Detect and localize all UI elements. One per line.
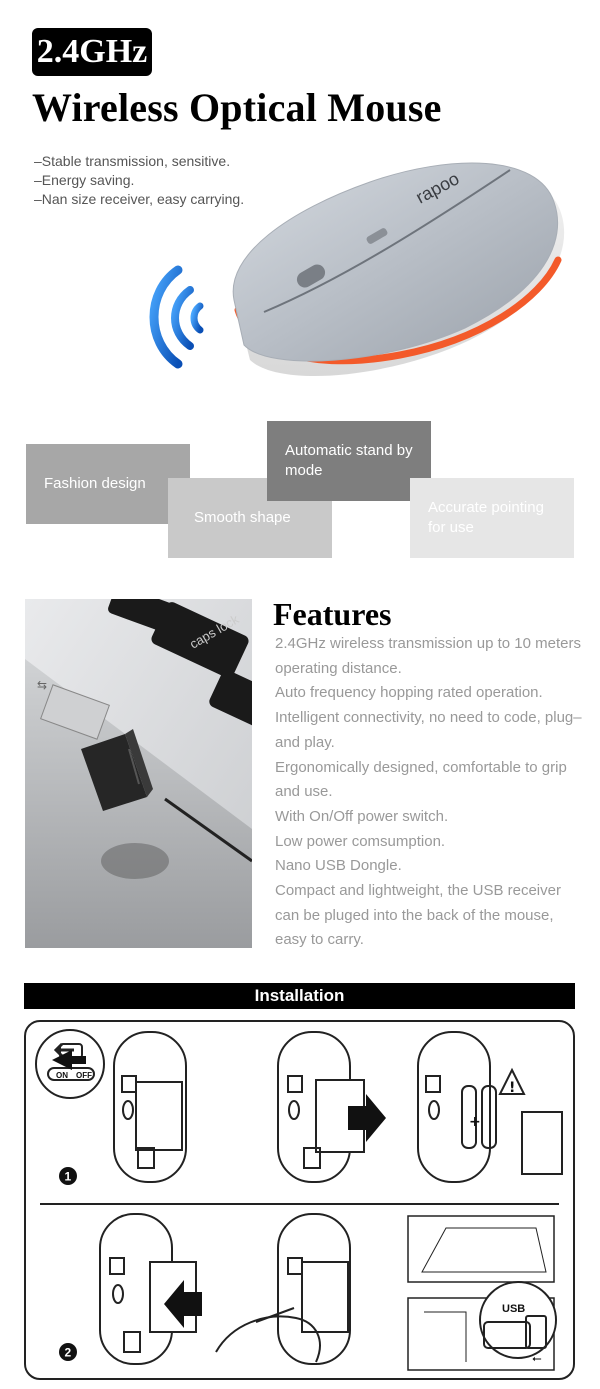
bullet-item: –Stable transmission, sensitive.: [34, 153, 231, 169]
tile-standby-mode: [267, 421, 431, 501]
tile-accurate-pointing: [410, 478, 574, 558]
tile-label: Automatic stand by mode: [285, 442, 413, 479]
page-title: Wireless Optical Mouse: [32, 85, 442, 130]
installation-heading: Installation: [24, 983, 575, 1009]
tile-label: Accurate pointing for use: [428, 499, 544, 536]
usb-port-icon: ⇆: [37, 678, 48, 692]
switch-off-label: OFF: [76, 1071, 92, 1080]
list-item: Ergonomically designed, comfortable to grip and use.: [275, 758, 567, 801]
step-1-number: 1: [64, 1169, 72, 1184]
tile-label: Smooth shape: [194, 509, 291, 526]
usb-label: USB: [502, 1303, 526, 1315]
usb-dongle-photo: [25, 599, 252, 948]
mouse-illustration: [220, 150, 580, 400]
feature-bullets: [34, 152, 244, 209]
list-item: Low power comsumption.: [275, 832, 446, 850]
list-item: With On/Off power switch.: [275, 807, 449, 825]
battery-plus-icon: +: [469, 1114, 481, 1130]
list-item: Intelligent connectivity, no need to code, plug–and play.: [275, 709, 582, 751]
list-item: Compact and lightweight, the USB receiver can be pluged into the back of the mouse, easy to carry.: [275, 882, 561, 949]
bullet-item: –Nan size receiver, easy carrying.: [34, 191, 245, 207]
tile-label: Fashion design: [44, 475, 146, 492]
list-item: Auto frequency hopping rated operation.: [275, 684, 543, 702]
wireless-signal-icon: [138, 262, 218, 372]
bullet-item: –Energy saving.: [34, 172, 135, 188]
installation-diagram: [24, 1020, 575, 1380]
caps-lock-key-label: caps lock: [187, 611, 242, 652]
mouse-brand-logo: rapoo: [412, 168, 463, 208]
installation-steps-drawing: [26, 1022, 573, 1378]
usb-symbol-icon: ⭠: [532, 1351, 542, 1365]
tile-fashion-design: [26, 444, 190, 524]
frequency-badge: 2.4GHz: [32, 28, 152, 76]
list-item: Nano USB Dongle.: [275, 857, 402, 875]
features-list: [275, 632, 585, 953]
list-item: 2.4GHz wireless transmission up to 10 meters operating distance.: [275, 635, 581, 677]
step-2-number: 2: [64, 1345, 72, 1360]
features-heading: Features: [273, 596, 392, 632]
warning-icon: !: [509, 1080, 516, 1096]
switch-on-label: ON: [56, 1071, 68, 1080]
